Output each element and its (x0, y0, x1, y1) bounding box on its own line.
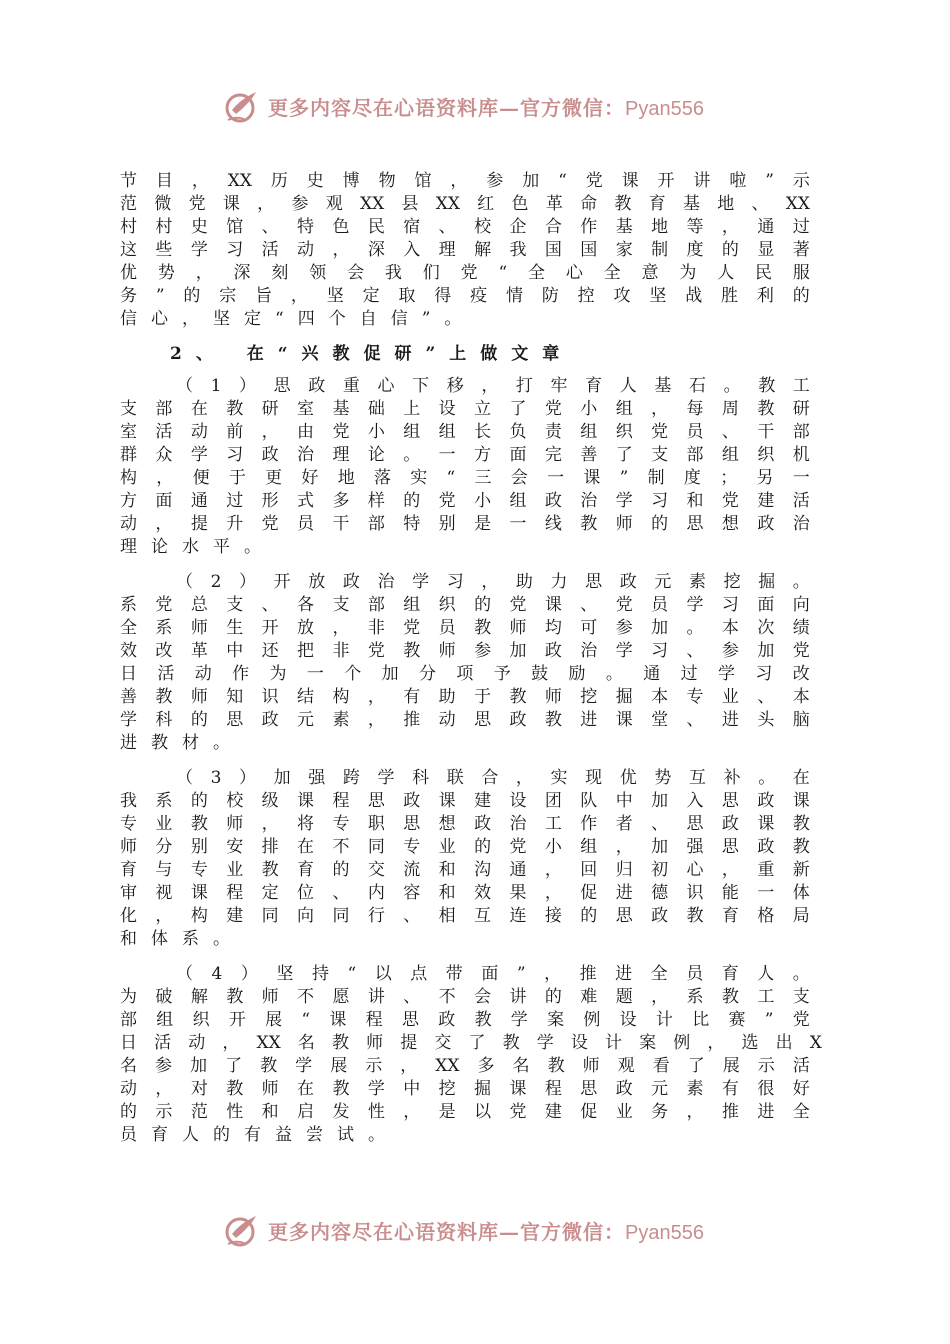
text-line: （ 2 ） 开 放 政 治 学 习 ， 助 力 思 政 元 素 挖 掘 。 (176, 572, 810, 592)
wechat-id: Pyan556 (625, 1221, 704, 1244)
text-line: 范 微 党 课 ， 参 观 XX 县 XX 红 色 革 命 教 育 基 地 、 XX (120, 194, 810, 214)
text-line: 节 目 ， XX 历 史 博 物 馆 ， 参 加 “ 党 课 开 讲 啦 ” 示 (120, 171, 810, 191)
paragraph (120, 170, 810, 331)
paragraph (120, 963, 822, 1147)
text-line: 善 教 师 知 识 结 构 ， 有 助 于 教 师 挖 掘 本 专 业 、 本 (120, 687, 810, 707)
text-line: 效 改 革 中 还 把 非 党 教 师 参 加 政 治 学 习 、 参 加 党 (120, 641, 810, 661)
text-line: 动 ， 对 教 师 在 教 学 中 挖 掘 课 程 思 政 元 素 有 很 好 (120, 1079, 810, 1099)
text-line: 部 组 织 开 展 “ 课 程 思 政 教 学 案 例 设 计 比 赛 ” 党 (120, 1010, 810, 1030)
text-line: 室 活 动 前 ， 由 党 小 组 组 长 负 责 组 织 党 员 、 干 部 (120, 422, 810, 442)
pen-logo-icon (222, 86, 262, 126)
text-line: 的 示 范 性 和 启 发 性 ， 是 以 党 建 促 业 务 ， 推 进 全 (120, 1102, 810, 1122)
text-line: 动 ， 提 升 党 员 干 部 特 别 是 一 线 教 师 的 思 想 政 治 (120, 514, 810, 534)
text-line: 优 势 ， 深 刻 领 会 我 们 党 “ 全 心 全 意 为 人 民 服 (120, 263, 810, 283)
document-body (120, 170, 822, 1159)
text-line: 学 科 的 思 政 元 素 ， 推 动 思 政 教 进 课 堂 、 进 头 脑 (120, 710, 810, 730)
text-line: （ 4 ） 坚 持 “ 以 点 带 面 ” ， 推 进 全 员 育 人 。 (176, 964, 810, 984)
text-line: （ 3 ） 加 强 跨 学 科 联 合 ， 实 现 优 势 互 补 。 在 (176, 768, 810, 788)
text-line: 构 ， 便 于 更 好 地 落 实 “ 三 会 一 课 ” 制 度 ； 另 一 (120, 468, 810, 488)
text-line: （ 1 ） 思 政 重 心 下 移 ， 打 牢 育 人 基 石 。 教 工 (176, 376, 810, 396)
text-line: 方 面 通 过 形 式 多 样 的 党 小 组 政 治 学 习 和 党 建 活 (120, 491, 810, 511)
text-line: 村 村 史 馆 、 特 色 民 宿 、 校 企 合 作 基 地 等 ， 通 过 (120, 217, 810, 237)
paragraph (120, 571, 810, 755)
text-line: 化 ， 构 建 同 向 同 行 、 相 互 连 接 的 思 政 教 育 格 局 (120, 906, 810, 926)
text-line: 这 些 学 习 活 动 ， 深 入 理 解 我 国 国 家 制 度 的 显 著 (120, 240, 810, 260)
text-line: 员 育 人 的 有 益 尝 试 。 (120, 1125, 385, 1145)
footer-banner (222, 1208, 742, 1252)
text-line: 审 视 课 程 定 位 、 内 容 和 效 果 ， 促 进 德 识 能 一 体 (120, 883, 810, 903)
section-heading: 2、 在“兴教促研”上做文章 (170, 344, 574, 364)
text-line: 育 与 专 业 教 育 的 交 流 和 沟 通 ， 回 归 初 心 ， 重 新 (120, 860, 810, 880)
text-line: 为 破 解 教 师 不 愿 讲 、 不 会 讲 的 难 题 ， 系 教 工 支 (120, 987, 810, 1007)
text-line: 名 参 加 了 教 学 展 示 ， XX 多 名 教 师 观 看 了 展 示 活 (120, 1056, 810, 1076)
text-line: 系 党 总 支 、 各 支 部 组 织 的 党 课 、 党 员 学 习 面 向 (120, 595, 810, 615)
wechat-id: Pyan556 (625, 97, 704, 120)
text-line: 群 众 学 习 政 治 理 论 。 一 方 面 完 善 了 支 部 组 织 机 (120, 445, 810, 465)
text-line: 支 部 在 教 研 室 基 础 上 设 立 了 党 小 组 ， 每 周 教 研 (120, 399, 810, 419)
text-line: 我 系 的 校 级 课 程 思 政 课 建 设 团 队 中 加 入 思 政 课 (120, 791, 810, 811)
paragraph (120, 767, 810, 951)
header-banner (222, 84, 742, 128)
banner-text: 更多内容尽在心语资料库—官方微信：Pyan556 (268, 1219, 704, 1244)
paragraph (120, 375, 810, 559)
text-line: 全 系 师 生 开 放 ， 非 党 员 教 师 均 可 参 加 。 本 次 绩 (120, 618, 810, 638)
text-line: 进 教 材 。 (120, 733, 230, 753)
text-line: 日 活 动 作 为 一 个 加 分 项 予 鼓 励 。 通 过 学 习 改 (120, 664, 810, 684)
text-line: 和 体 系 。 (120, 929, 230, 949)
text-line: 信 心 ， 坚 定 “ 四 个 自 信 ” 。 (120, 309, 462, 329)
banner-text: 更多内容尽在心语资料库—官方微信：Pyan556 (268, 95, 704, 120)
text-line: 日 活 动 ， XX 名 教 师 提 交 了 教 学 设 计 案 例 ， 选 出 X (120, 1033, 822, 1053)
pen-logo-icon (222, 1210, 262, 1250)
text-line: 理 论 水 平 。 (120, 537, 261, 557)
text-line: 师 分 别 安 排 在 不 同 专 业 的 党 小 组 ， 加 强 思 政 教 (120, 837, 810, 857)
text-line: 专 业 教 师 ， 将 专 职 思 想 政 治 工 作 者 、 思 政 课 教 (120, 814, 810, 834)
text-line: 务 ” 的 宗 旨 ， 坚 定 取 得 疫 情 防 控 攻 坚 战 胜 利 的 (120, 286, 810, 306)
